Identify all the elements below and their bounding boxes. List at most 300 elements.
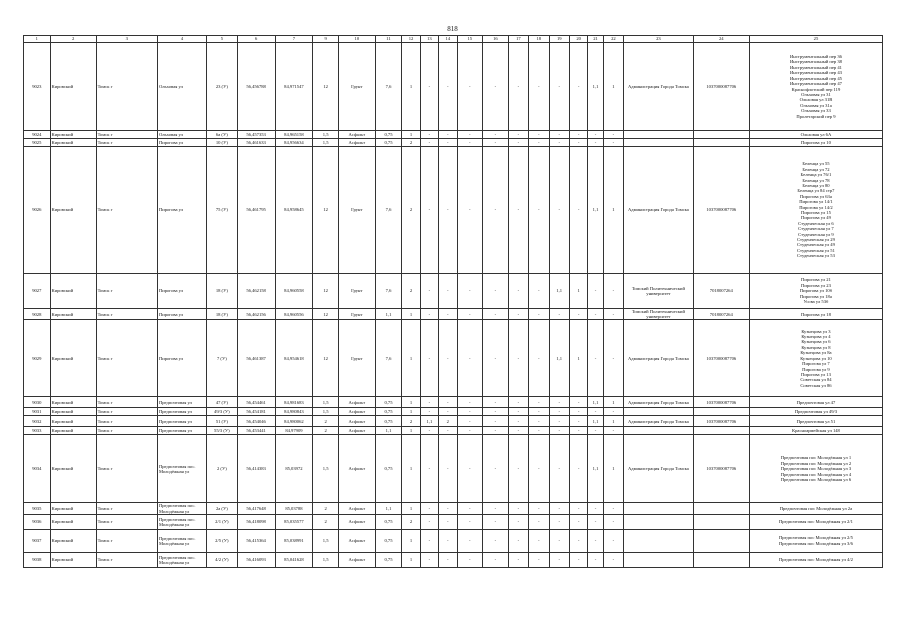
table-cell: - — [603, 320, 623, 397]
table-cell: 2 (У) — [207, 435, 238, 503]
table-cell: - — [483, 320, 509, 397]
address-line: Пирогова ул 10 — [801, 139, 831, 145]
table-cell: - — [483, 529, 509, 552]
table-cell: 1 — [402, 427, 420, 435]
table-cell: 10 (У) — [207, 139, 238, 147]
table-cell: - — [457, 408, 483, 416]
table-cell: - — [569, 139, 587, 147]
table-cell: Предпочтовая ул — [157, 427, 206, 435]
address-line: Предпочтовая пос Молодёжная ул 2/5 — [778, 535, 853, 541]
table-cell: 1037000087706 — [693, 147, 749, 274]
table-cell: 1,5 — [313, 131, 339, 139]
table-cell: 0,75 — [375, 139, 402, 147]
table-cell: 1,1 — [588, 397, 603, 408]
table-cell: - — [569, 43, 587, 131]
address-line: Кузнецова ул 4 — [801, 334, 831, 340]
table-cell: - — [457, 139, 483, 147]
address-line: Предпочтовая пос Молодёжная ул 3/6 — [778, 540, 853, 546]
table-cell: 1037000087706 — [693, 320, 749, 397]
table-cell: 1,1 — [588, 43, 603, 131]
address-line: Советская ул 86 — [800, 382, 832, 388]
table-cell: 84,980062 — [275, 416, 313, 427]
registry-table — [23, 35, 883, 568]
table-cell: - — [569, 427, 587, 435]
table-cell: Томск г — [96, 552, 157, 567]
table-cell: - — [439, 514, 457, 529]
table-cell: - — [603, 552, 623, 567]
table-cell: 1,1 — [588, 416, 603, 427]
table-cell: - — [420, 139, 438, 147]
table-cell: - — [569, 397, 587, 408]
address-line: Пирогова ул 15 — [801, 210, 831, 215]
table-cell: 1 — [402, 43, 420, 131]
table-cell: - — [483, 408, 509, 416]
table-cell: - — [457, 529, 483, 552]
table-cell: 7,6 — [375, 320, 402, 397]
table-cell: 6а (У) — [207, 131, 238, 139]
address-line: Пирогова ул 23 — [801, 282, 831, 288]
table-cell: - — [549, 529, 569, 552]
table-cell: Кировский — [50, 309, 96, 320]
table-cell: Кировский — [50, 416, 96, 427]
table-cell: 56,454046 — [237, 416, 275, 427]
table-cell: Администрация Города Томска — [624, 435, 694, 503]
address-line: Предпочтовая пос Молодёжная ул 2а — [779, 505, 853, 511]
table-cell: Грунт — [338, 320, 375, 397]
table-cell: - — [483, 416, 509, 427]
table-cell: 9033 — [24, 427, 51, 435]
table-cell — [693, 529, 749, 552]
table-cell: - — [569, 529, 587, 552]
table-cell: - — [457, 503, 483, 514]
table-cell: Администрация Города Томска — [624, 397, 694, 408]
address-line: Пирогова ул 63а — [799, 193, 832, 199]
column-number: 17 — [508, 36, 528, 43]
address-list-cell — [749, 416, 882, 427]
table-cell: - — [508, 552, 528, 567]
address-line: Кузнецова ул 3 — [801, 328, 831, 334]
table-cell: - — [603, 309, 623, 320]
table-cell: Асфальт — [338, 408, 375, 416]
table-cell: Томск г — [96, 435, 157, 503]
table-cell: Кировский — [50, 427, 96, 435]
table-cell: - — [603, 274, 623, 309]
table-cell: - — [529, 147, 549, 274]
table-cell: - — [483, 552, 509, 567]
address-line: Студенческая ул 49 — [797, 242, 835, 248]
table-cell: - — [569, 514, 587, 529]
table-cell: 2 — [439, 416, 457, 427]
table-cell: Асфальт — [338, 514, 375, 529]
address-list-cell — [749, 408, 882, 416]
table-cell — [624, 408, 694, 416]
table-cell: Кировский — [50, 408, 96, 416]
table-cell: - — [420, 43, 438, 131]
table-cell: 84,956634 — [275, 139, 313, 147]
address-line: Инструментальный пер 38 — [789, 59, 842, 65]
table-cell: 84,97909 — [275, 427, 313, 435]
table-cell: Томск г — [96, 131, 157, 139]
column-number: 15 — [457, 36, 483, 43]
table-cell: 1 — [402, 529, 420, 552]
table-cell: 84,980843 — [275, 408, 313, 416]
table-cell: 9026 — [24, 147, 51, 274]
table-cell: - — [529, 274, 549, 309]
address-list-cell — [749, 397, 882, 408]
address-line: Советская ул 84 — [800, 377, 832, 383]
table-cell: 7,6 — [375, 274, 402, 309]
table-cell: Томск г — [96, 147, 157, 274]
table-cell: Томский Политехнический университет — [624, 309, 694, 320]
address-list-cell — [749, 427, 882, 435]
table-cell: - — [420, 147, 438, 274]
table-cell: 56,461387 — [237, 320, 275, 397]
table-cell: Томск г — [96, 309, 157, 320]
table-row — [24, 147, 883, 274]
address-line: Пролетарский пер 9 — [796, 113, 836, 119]
table-cell: - — [569, 416, 587, 427]
table-cell: - — [603, 427, 623, 435]
column-number: 18 — [529, 36, 549, 43]
table-cell: Томск г — [96, 416, 157, 427]
column-number: 23 — [624, 36, 694, 43]
table-cell: - — [588, 503, 603, 514]
table-cell — [624, 552, 694, 567]
table-cell: - — [549, 552, 569, 567]
table-cell: Администрация Города Томска — [624, 416, 694, 427]
table-cell: 9027 — [24, 274, 51, 309]
page-number: 818 — [447, 25, 458, 33]
table-cell: 85,041628 — [275, 552, 313, 567]
table-cell: 9032 — [24, 416, 51, 427]
table-cell: - — [420, 529, 438, 552]
table-cell: - — [420, 309, 438, 320]
table-cell: - — [508, 43, 528, 131]
table-row — [24, 416, 883, 427]
table-cell: Пирогова ул — [157, 147, 206, 274]
table-cell: - — [483, 147, 509, 274]
table-row — [24, 131, 883, 139]
table-cell: - — [420, 503, 438, 514]
table-cell — [624, 503, 694, 514]
table-cell: 84,965158 — [275, 131, 313, 139]
table-cell: 1 — [402, 320, 420, 397]
table-cell: - — [508, 514, 528, 529]
table-row — [24, 397, 883, 408]
table-cell: - — [439, 427, 457, 435]
table-cell: - — [569, 408, 587, 416]
table-cell: 1 — [603, 43, 623, 131]
table-cell: - — [439, 131, 457, 139]
table-cell: - — [483, 514, 509, 529]
address-line: Студенческая ул 29 — [797, 237, 835, 243]
table-cell: 1 — [603, 435, 623, 503]
table-cell: 84,971547 — [275, 43, 313, 131]
table-cell: - — [569, 147, 587, 274]
table-cell: - — [529, 427, 549, 435]
table-cell: - — [439, 397, 457, 408]
column-number: 4 — [157, 36, 206, 43]
address-line: Предпочтовая пос Молодёжная ул 2 — [780, 460, 852, 466]
table-cell: 1,5 — [313, 552, 339, 567]
table-cell: - — [603, 529, 623, 552]
table-cell — [624, 427, 694, 435]
table-cell: 0,75 — [375, 397, 402, 408]
column-number: 22 — [603, 36, 623, 43]
address-line: Кузнецова ул 6 — [801, 339, 831, 345]
table-cell: 1 — [402, 552, 420, 567]
address-list-cell — [749, 529, 882, 552]
table-cell: 12 — [313, 43, 339, 131]
table-cell: 55/3 (У) — [207, 427, 238, 435]
table-cell: Асфальт — [338, 139, 375, 147]
table-cell: - — [508, 408, 528, 416]
address-line: Беленца ул 72 — [802, 166, 830, 172]
table-row — [24, 408, 883, 416]
address-list-cell — [749, 503, 882, 514]
table-cell: - — [439, 408, 457, 416]
table-cell — [693, 131, 749, 139]
table-cell: 1 — [603, 416, 623, 427]
table-cell: - — [420, 397, 438, 408]
table-cell: 56,454461 — [237, 397, 275, 408]
table-cell: Ольховая ул — [157, 43, 206, 131]
column-number: 10 — [338, 36, 375, 43]
table-cell: Томск г — [96, 43, 157, 131]
table-cell: 9038 — [24, 552, 51, 567]
table-cell: - — [569, 503, 587, 514]
table-cell: 12 — [313, 147, 339, 274]
table-cell: - — [439, 274, 457, 309]
table-row — [24, 309, 883, 320]
table-cell: 1 — [402, 503, 420, 514]
table-cell: Кировский — [50, 514, 96, 529]
table-cell: - — [588, 514, 603, 529]
table-row — [24, 427, 883, 435]
table-cell: - — [529, 408, 549, 416]
table-cell: - — [439, 320, 457, 397]
table-cell: - — [439, 435, 457, 503]
table-cell: - — [549, 139, 569, 147]
table-cell: - — [569, 131, 587, 139]
table-cell: Пирогова ул — [157, 320, 206, 397]
table-cell: Асфальт — [338, 397, 375, 408]
table-cell: 56,461633 — [237, 139, 275, 147]
column-number: 6 — [237, 36, 275, 43]
table-cell: - — [529, 139, 549, 147]
table-cell: Ольховая ул — [157, 131, 206, 139]
address-line: Инструментальный пер 47 — [789, 81, 842, 87]
table-cell: Администрация Города Томска — [624, 320, 694, 397]
address-list-cell — [749, 274, 882, 309]
table-cell: Асфальт — [338, 503, 375, 514]
table-cell: 1 — [402, 397, 420, 408]
address-line: Ольховая ул 33 — [801, 108, 831, 114]
table-cell: - — [483, 435, 509, 503]
column-number: 25 — [749, 36, 882, 43]
table-cell: 1,1 — [588, 435, 603, 503]
table-cell: 7 (У) — [207, 320, 238, 397]
table-cell: 1,1 — [549, 320, 569, 397]
address-line: Предпочтовая пос Молодёжная ул 2/1 — [778, 519, 853, 525]
table-cell: 9023 — [24, 43, 51, 131]
table-cell: 18 (У) — [207, 309, 238, 320]
table-cell: 0,75 — [375, 514, 402, 529]
address-line: Предпочтовая пос Молодёжная ул 4 — [780, 471, 852, 477]
column-number: 21 — [588, 36, 603, 43]
table-cell: 56,456788 — [237, 43, 275, 131]
table-cell: - — [483, 427, 509, 435]
table-cell: Кировский — [50, 529, 96, 552]
table-cell: 12 — [313, 309, 339, 320]
table-cell: Асфальт — [338, 427, 375, 435]
table-cell: 51 (У) — [207, 416, 238, 427]
table-cell: - — [457, 397, 483, 408]
table-cell: - — [508, 529, 528, 552]
table-cell: 2 — [402, 139, 420, 147]
table-cell: - — [420, 435, 438, 503]
column-number: 20 — [569, 36, 587, 43]
table-cell: 2/5 (У) — [207, 529, 238, 552]
table-cell: - — [529, 43, 549, 131]
address-line: Предпочтовая ул 49/3 — [794, 409, 838, 415]
table-cell: 18 (У) — [207, 274, 238, 309]
table-cell: Предпочтовая пос. Молодёжная ул — [157, 435, 206, 503]
table-cell: Предпочтовая пос. Молодёжная ул — [157, 552, 206, 567]
table-cell: - — [508, 503, 528, 514]
table-cell: 12 — [313, 320, 339, 397]
table-cell: - — [549, 503, 569, 514]
table-cell: - — [439, 139, 457, 147]
column-number: 16 — [483, 36, 509, 43]
table-cell: 1,1 — [549, 274, 569, 309]
table-cell: Администрация Города Томска — [624, 43, 694, 131]
table-cell: - — [483, 274, 509, 309]
table-cell — [693, 408, 749, 416]
table-row — [24, 43, 883, 131]
table-cell: - — [457, 309, 483, 320]
column-number: 19 — [549, 36, 569, 43]
table-cell: Томск г — [96, 514, 157, 529]
table-cell: 2 — [313, 427, 339, 435]
table-cell: 75 (У) — [207, 147, 238, 274]
table-cell: - — [508, 147, 528, 274]
table-cell: Томск г — [96, 529, 157, 552]
address-list-cell — [749, 139, 882, 147]
table-cell: 56,417648 — [237, 503, 275, 514]
column-number: 5 — [207, 36, 238, 43]
table-cell: - — [483, 131, 509, 139]
address-line: Пирогова ул 9 — [802, 366, 830, 372]
table-cell: Кировский — [50, 43, 96, 131]
table-cell: 1,5 — [313, 435, 339, 503]
table-cell: - — [603, 131, 623, 139]
table-cell: 56,462156 — [237, 309, 275, 320]
table-cell: 0,75 — [375, 435, 402, 503]
address-line: Пирогова ул 14/2 — [799, 204, 833, 210]
table-cell: - — [549, 147, 569, 274]
column-number-row — [24, 36, 883, 43]
column-number: 7 — [275, 36, 313, 43]
table-cell — [693, 427, 749, 435]
table-cell: Томск г — [96, 408, 157, 416]
table-cell: - — [603, 408, 623, 416]
table-cell: - — [569, 435, 587, 503]
table-cell: Кировский — [50, 397, 96, 408]
table-cell: 1037000087706 — [693, 416, 749, 427]
table-cell: 9034 — [24, 435, 51, 503]
table-cell — [624, 131, 694, 139]
address-list-cell — [749, 309, 882, 320]
address-line: Инструментальный пер 36 — [789, 54, 842, 60]
table-cell: - — [457, 43, 483, 131]
address-list-cell — [749, 131, 882, 139]
table-cell: - — [508, 139, 528, 147]
table-cell: 84,958645 — [275, 147, 313, 274]
table-cell: - — [603, 139, 623, 147]
table-cell: - — [483, 309, 509, 320]
table-cell: - — [529, 435, 549, 503]
table-cell: 9025 — [24, 139, 51, 147]
address-line: Ольховая ул 6А — [800, 131, 832, 137]
table-cell: - — [483, 139, 509, 147]
address-line: Красноармейская ул 148 — [792, 428, 840, 434]
table-cell: - — [439, 309, 457, 320]
table-cell: - — [420, 552, 438, 567]
table-cell: Грунт — [338, 274, 375, 309]
column-number: 1 — [24, 36, 51, 43]
table-cell: - — [529, 514, 549, 529]
address-line: Ольховая ул 31В — [799, 97, 833, 103]
table-cell: 0,75 — [375, 552, 402, 567]
table-cell: - — [457, 147, 483, 274]
table-cell: 56,415364 — [237, 529, 275, 552]
table-cell: 2/1 (У) — [207, 514, 238, 529]
table-cell: 84,960556 — [275, 309, 313, 320]
table-cell: 2 — [402, 514, 420, 529]
table-cell: 56,454181 — [237, 408, 275, 416]
table-cell: 23 (У) — [207, 43, 238, 131]
table-cell: 1 — [402, 408, 420, 416]
table-cell — [624, 514, 694, 529]
table-cell: 0,75 — [375, 408, 402, 416]
column-number: 13 — [420, 36, 438, 43]
table-cell: 2 — [313, 416, 339, 427]
table-cell: Предпочтовая пос. Молодёжная ул — [157, 514, 206, 529]
table-cell: 1 — [402, 435, 420, 503]
table-cell: Асфальт — [338, 416, 375, 427]
table-cell: - — [588, 274, 603, 309]
table-cell: - — [420, 320, 438, 397]
column-number: 9 — [313, 36, 339, 43]
table-cell: - — [529, 416, 549, 427]
address-line: Студенческая ул 9 — [798, 231, 834, 237]
table-cell: 1 — [603, 147, 623, 274]
table-cell: - — [508, 427, 528, 435]
table-cell: 9037 — [24, 529, 51, 552]
table-cell: - — [420, 427, 438, 435]
table-cell: Предпочтовая пос. Молодёжная ул — [157, 503, 206, 514]
table-cell: - — [420, 514, 438, 529]
table-cell: 9035 — [24, 503, 51, 514]
table-cell: - — [529, 503, 549, 514]
table-cell: 84,960558 — [275, 274, 313, 309]
table-cell: - — [457, 274, 483, 309]
table-cell: - — [483, 397, 509, 408]
table-cell: - — [508, 274, 528, 309]
address-line: Пирогова ул 10б — [799, 288, 833, 294]
table-cell: - — [457, 131, 483, 139]
